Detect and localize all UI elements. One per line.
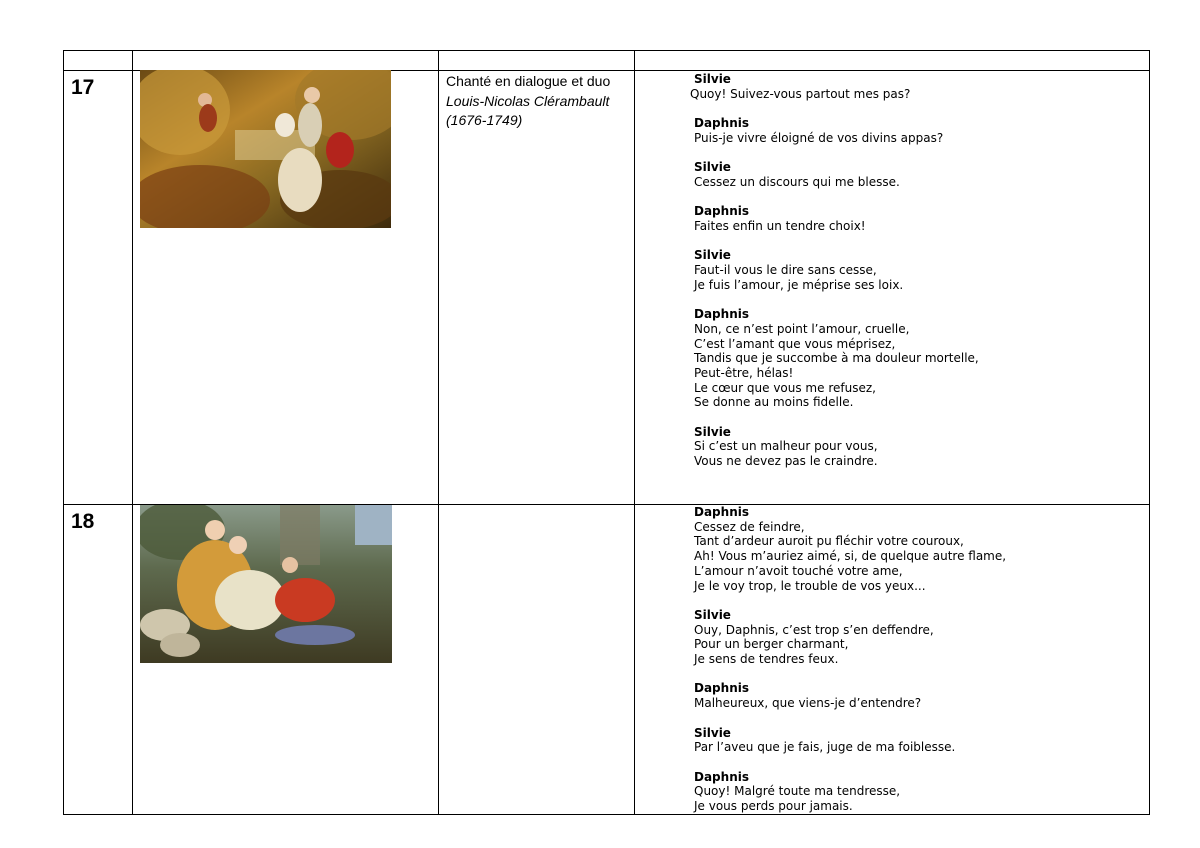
table-border-left [63, 50, 64, 815]
lyric-line: Ouy, Daphnis, c’est trop s’en deffendre, [694, 622, 934, 637]
dialogue-exchange [690, 72, 1139, 101]
lyric-line: Pour un berger charmant, [694, 637, 849, 652]
pastoral-painting-image [140, 70, 391, 228]
lyrics-dialogue [690, 72, 1139, 484]
speaker-name: Daphnis [694, 681, 749, 696]
lyric-line: Faites enfin un tendre choix! [694, 218, 866, 233]
dialogue-exchange [694, 770, 1139, 814]
speaker-name: Daphnis [694, 769, 749, 784]
lyric-line: Vous ne devez pas le craindre. [694, 454, 878, 469]
speaker-name: Daphnis [694, 505, 749, 519]
lyric-line: Non, ce n’est point l’amour, cruelle, [694, 321, 910, 336]
speaker-name: Daphnis [694, 204, 749, 219]
lyric-line: Ah! Vous m’auriez aimé, si, de quelque autre flame, [694, 549, 1007, 564]
column-divider [634, 50, 635, 815]
speaker-name: Daphnis [694, 116, 749, 131]
lyric-line: Quoy! Malgré toute ma tendresse, [694, 784, 901, 799]
dialogue-exchange [694, 248, 1139, 292]
lyric-line: Tant d’ardeur auroit pu fléchir votre couroux, [694, 534, 964, 549]
composer-dates: (1676-1749) [446, 112, 523, 128]
speaker-name: Silvie [694, 607, 731, 622]
speaker-name: Silvie [694, 160, 731, 175]
table-border-top [63, 50, 1150, 51]
lyric-line: Cessez de feindre, [694, 519, 805, 534]
composer-name: Louis-Nicolas Clérambault [446, 92, 610, 109]
genre-label: Chanté en dialogue et duo [446, 73, 611, 89]
row-number: 17 [71, 76, 95, 99]
lyric-line: C’est l’amant que vous méprisez, [694, 336, 896, 351]
lyric-line: Je sens de tendres feux. [694, 652, 839, 667]
dialogue-exchange [694, 608, 1139, 667]
lyric-line: Le cœur que vous me refusez, [694, 380, 876, 395]
speaker-name: Silvie [694, 248, 731, 263]
speaker-name: Silvie [694, 725, 731, 740]
lyric-line: Quoy! Suivez-vous partout mes pas? [690, 86, 911, 101]
lyric-line: Je le voy trop, le trouble de vos yeux... [694, 578, 926, 593]
dialogue-exchange [694, 505, 1139, 593]
lyric-line: Si c’est un malheur pour vous, [694, 439, 878, 454]
speaker-name: Daphnis [694, 307, 749, 322]
dialogue-exchange [694, 681, 1139, 710]
lyric-line: Je vous perds pour jamais. [694, 799, 853, 813]
dialogue-exchange [694, 204, 1139, 233]
row-number: 18 [71, 510, 95, 533]
dialogue-exchange [694, 425, 1139, 469]
dialogue-exchange [694, 116, 1139, 145]
piece-description [446, 72, 631, 131]
dialogue-exchange [694, 307, 1139, 410]
lyric-line: Je fuis l’amour, je méprise ses loix. [694, 277, 904, 292]
lyric-line: Cessez un discours qui me blesse. [694, 174, 900, 189]
speaker-name: Silvie [694, 424, 731, 439]
table-border-right [1149, 50, 1150, 815]
lyric-line: Peut-être, hélas! [694, 365, 794, 380]
dialogue-exchange [694, 726, 1139, 755]
lyric-line: Puis-je vivre éloigné de vos divins appas? [694, 130, 944, 145]
column-divider [438, 50, 439, 815]
lyric-line: Malheureux, que viens-je d’entendre? [694, 696, 922, 711]
speaker-name: Silvie [694, 72, 731, 86]
lyric-line: Par l’aveu que je fais, juge de ma foiblesse. [694, 740, 956, 755]
lyric-line: Faut-il vous le dire sans cesse, [694, 263, 877, 278]
shepherd-couple-painting-image [140, 505, 392, 663]
column-divider [132, 50, 133, 815]
lyric-line: Se donne au moins fidelle. [694, 395, 854, 410]
lyric-line: Tandis que je succombe à ma douleur mortelle, [694, 351, 979, 366]
lyric-line: L’amour n’avoit touché votre ame, [694, 563, 903, 578]
dialogue-exchange [694, 160, 1139, 189]
lyrics-dialogue [694, 505, 1139, 828]
